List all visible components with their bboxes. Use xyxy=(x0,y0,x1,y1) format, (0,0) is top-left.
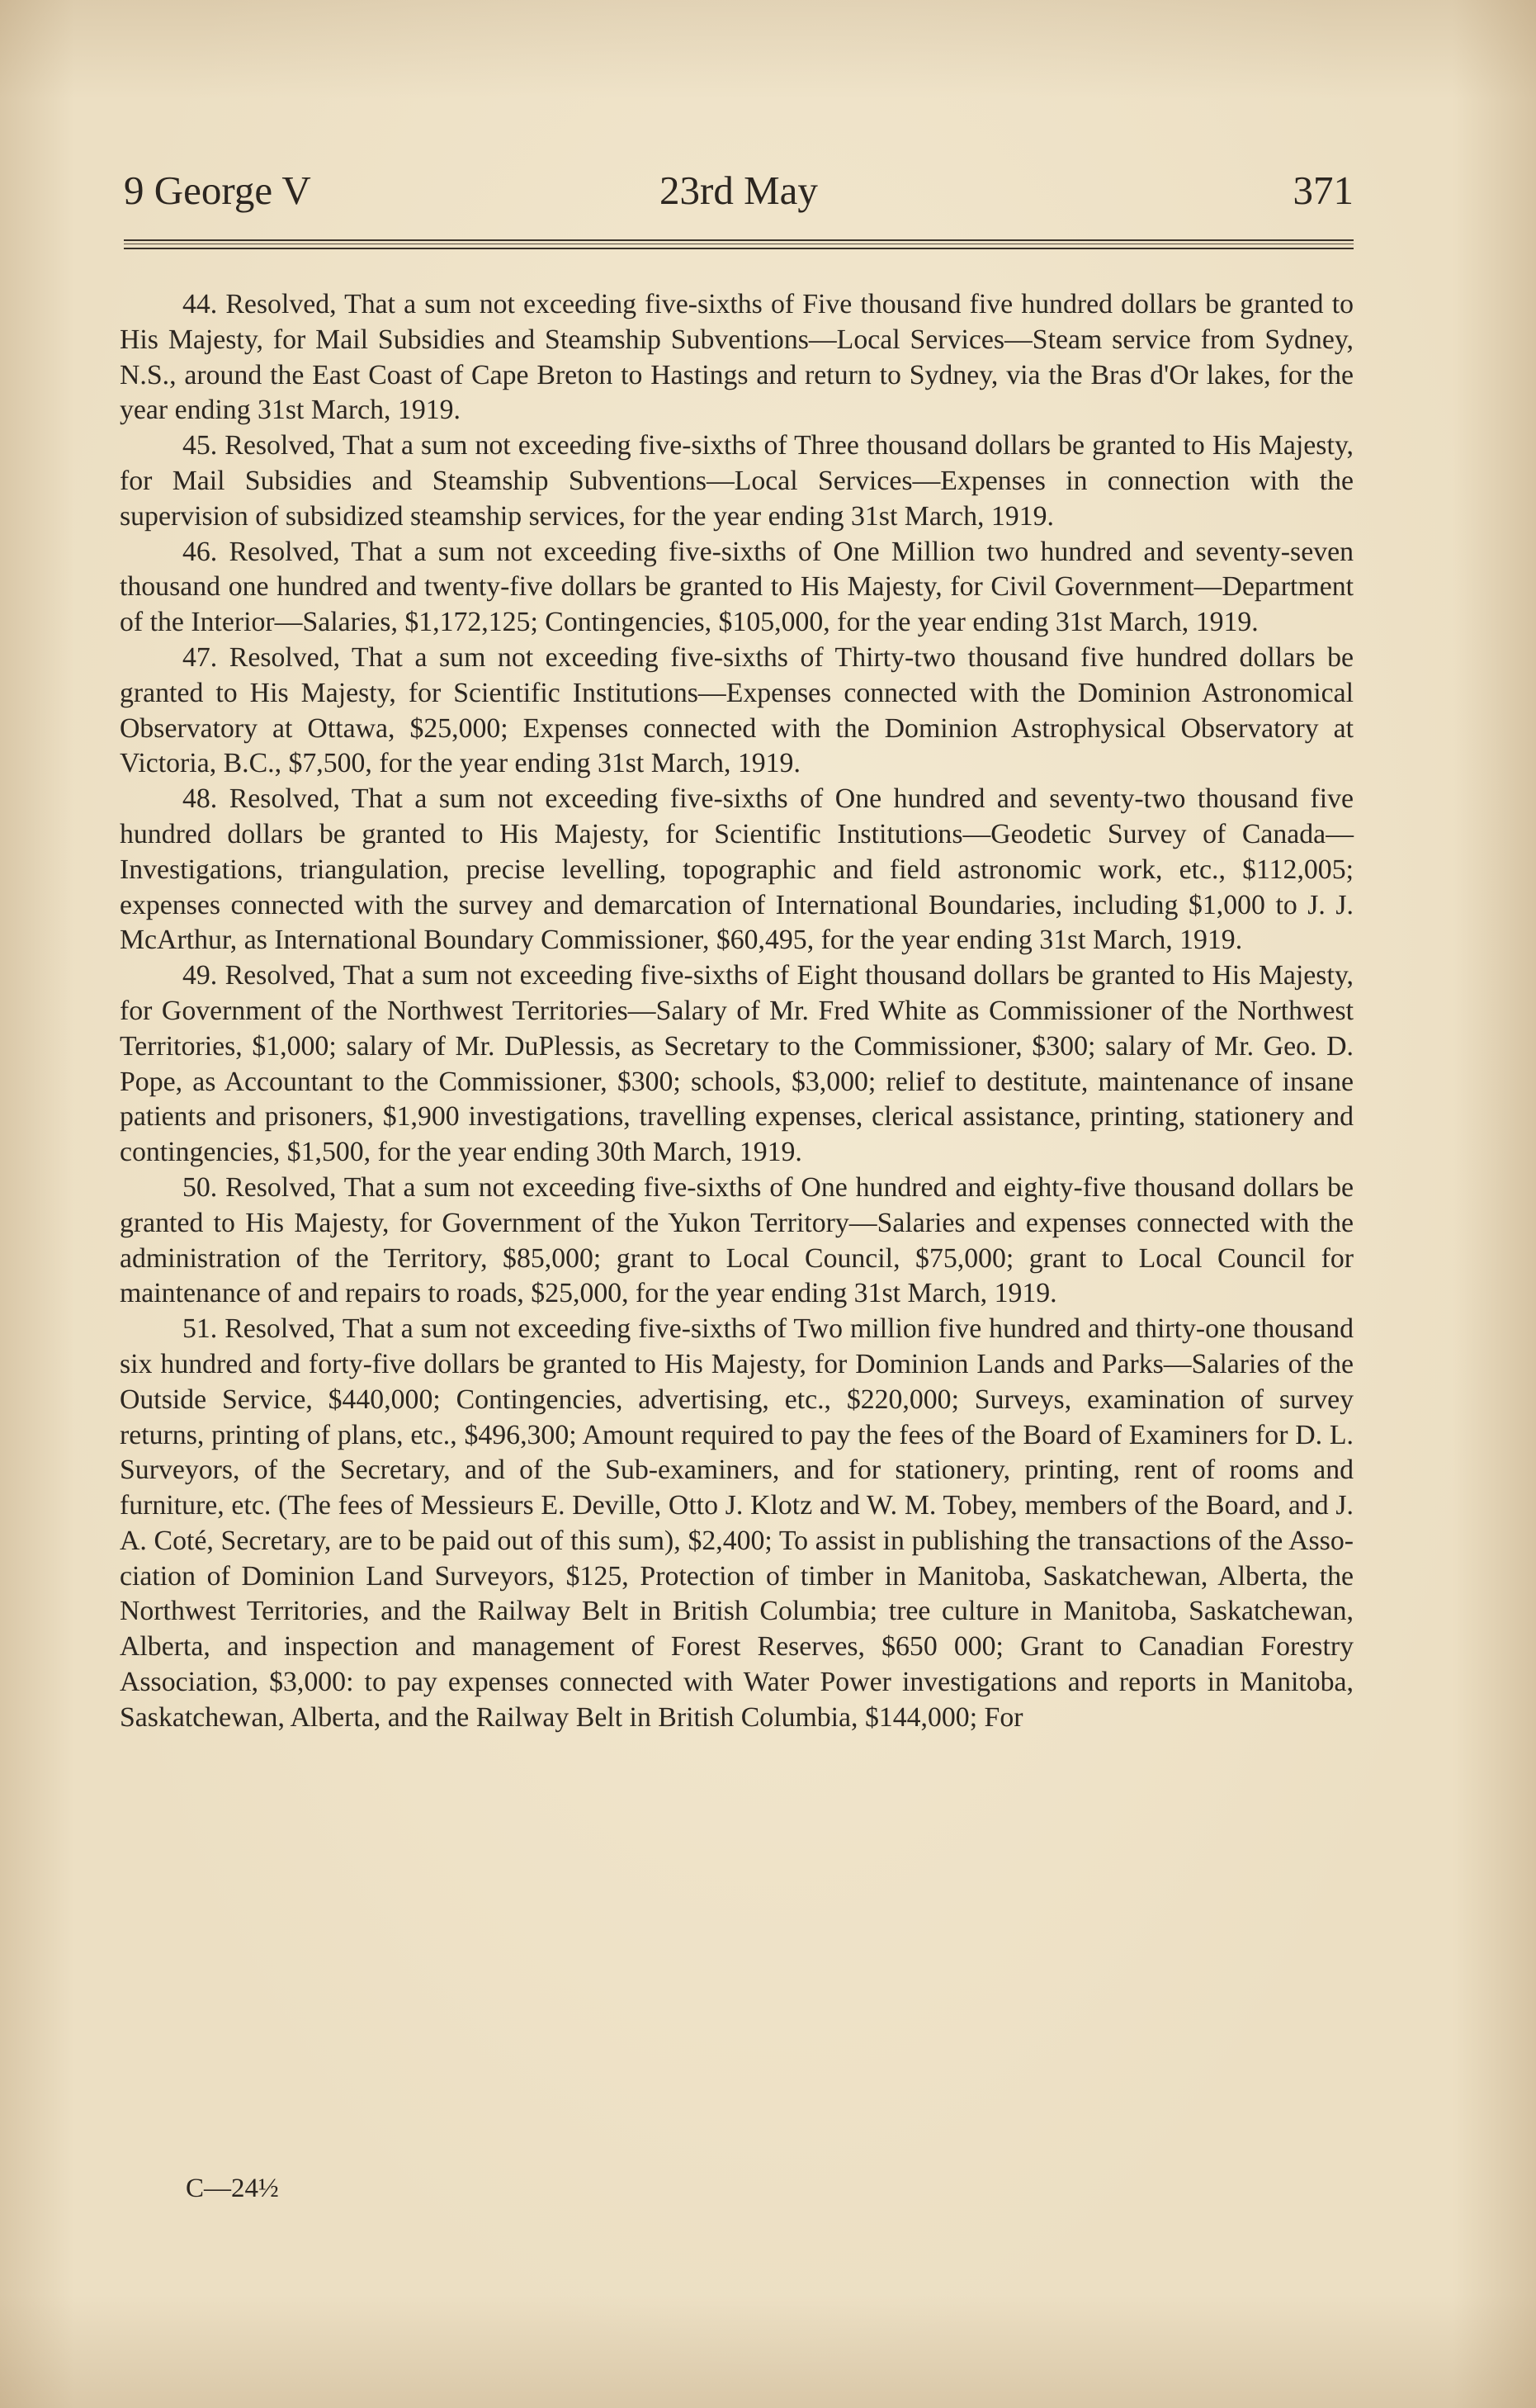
header-regnal-year: 9 George V xyxy=(124,168,311,213)
signature-mark: C—24½ xyxy=(186,2174,279,2203)
header-rule xyxy=(124,239,1354,249)
resolutions-body xyxy=(120,287,1354,1736)
resolution-50: 50. Resolved, That a sum not exceeding five-sixths of One hundred and eighty-five thousand dollars be granted to His Majesty, for Government of the Yukon Territory—Salaries and expenses connected with the administration of the Territory, $85,000; grant to Local Council, $75,000; grant to Local Council for maintenance of and repairs to roads, $25,000, for the year ending 31st March, 1919. xyxy=(120,1171,1354,1309)
page-number: 371 xyxy=(1293,168,1354,213)
resolution-47: 47. Resolved, That a sum not exceeding five-sixths of Thirty-two thousand five hundred dollars be granted to His Majesty, for Scientific Institutions—Expenses connected with the Dominion Astronomical Observatory at Ottawa, $25,000; Expenses connected with the Dominion Astrophysical Observatory at Victoria, B.C., $7,500, for the year ending 31st March, 1919. xyxy=(120,641,1354,779)
resolution-49: 49. Resolved, That a sum not exceeding five-sixths of Eight thousand dollars be granted to His Majesty, for Government of the Northwest Territories—Salary of Mr. Fred White as Commissioner of the Northwest Territories, $1,000; salary of Mr. DuPlessis, as Secretary to the Commissioner, $300; salary of Mr. Geo. D. Pope, as Accountant to the Commissioner, $300; schools, $3,000; relief to destitute, maintenance of insane patients and prisoners, $1,900 investigations, travelling expenses, clerical assistance, printing, stationery and contingencies, $1,500, for the year ending 30th March, 1919. xyxy=(120,960,1354,1168)
header-date: 23rd May xyxy=(659,168,818,213)
page-header xyxy=(124,162,1354,220)
resolution-48: 48. Resolved, That a sum not exceeding five-sixths of One hundred and seventy-two thousand five hundred dollars be granted to His Majesty, for Scientific Institutions—Geodetic Survey of Canada—Investigations, triangulation, precise levelling, topographic and field astronomic work, etc., $112,005; expenses connected with the survey and demarcation of International Boundaries, including $1,000 to J. J. McArthur, as International Boundary Commissioner, $60,495, for the year ending 31st March, 1919. xyxy=(120,783,1354,956)
resolution-51: 51. Resolved, That a sum not exceeding five-sixths of Two million five hundred and thirty-one thousand six hundred and forty-five dollars be granted to His Majesty, for Dominion Lands and Parks—Salaries of the Outside Service, $440,000; Contingencies, advertising, etc., $220,000; Surveys, examination of survey returns, printing of plans, etc., $496,300; Amount required to pay the fees of the Board of Examiners for D. L. Surveyors, of the Secretary, and of the Sub-examiners, and for stationery, printing, rent of rooms and furniture, etc. (The fees of Messieurs E. Deville, Otto J. Klotz and W. M. Tobey, members of the Board, and J. A. Coté, Secretary, are to be paid out of this sum), $2,400; To assist in publishing the transactions of the Association of Dominion Land Surveyors, $125, Protection of timber in Manitoba, Saskatchewan, Alberta, the Northwest Territories, and the Railway Belt in British Columbia; tree culture in Manitoba, Saskatchewan, Alberta, and inspection and management of Forest Reserves, $650 000; Grant to Canadian Forestry Association, $3,000: to pay expenses connected with Water Power investigations and reports in Manitoba, Saskatchewan, Alberta, and the Railway Belt in British Columbia, $144,000; For xyxy=(120,1313,1354,1733)
resolution-46: 46. Resolved, That a sum not exceeding five-sixths of One Million two hundred and seventy-seven thousand one hundred and twenty-five dollars be granted to His Majesty, for Civil Government—Department of the Interior—Salaries, $1,172,125; Contingencies, $105,000, for the year ending 31st March, 1919. xyxy=(120,536,1354,638)
resolution-44: 44. Resolved, That a sum not exceeding five-sixths of Five thousand five hundred dollars be granted to His Majesty, for Mail Subsidies and Steamship Subventions—Local Services—Steam service from Sydney, N.S., around the East Coast of Cape Breton to Hastings and return to Sydney, via the Bras d'Or lakes, for the year ending 31st March, 1919. xyxy=(120,289,1354,426)
resolution-45: 45. Resolved, That a sum not exceeding five-sixths of Three thousand dollars be granted to His Majesty, for Mail Subsidies and Steamship Subventions—Local Services—Expenses in connection with the supervision of subsidized steamship services, for the year ending 31st March, 1919. xyxy=(120,430,1354,532)
